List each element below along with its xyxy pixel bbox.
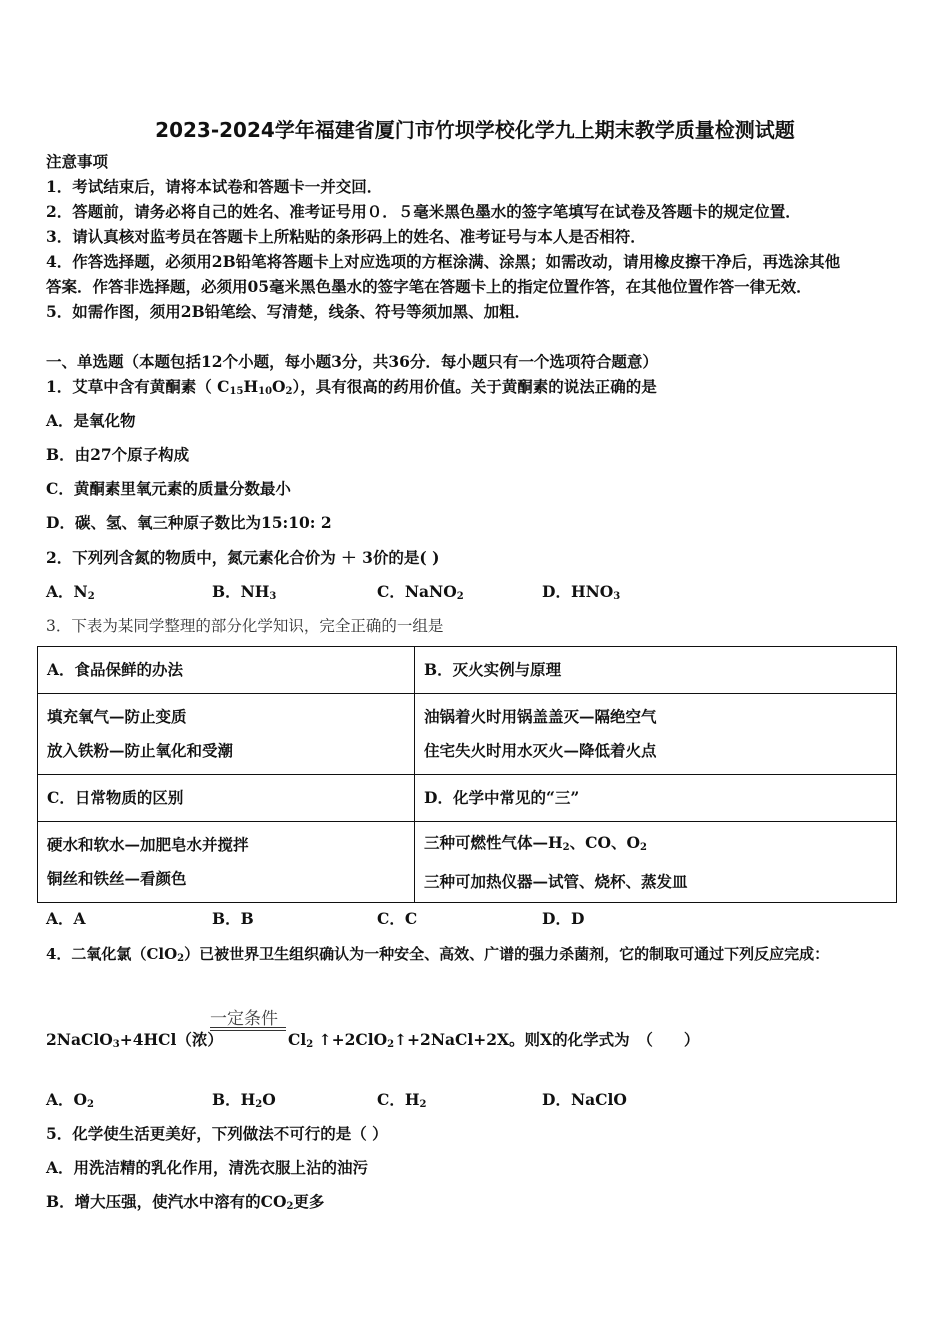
question-4-stem: 4．二氧化氯（ClO$_2$）已被世界卫生组织确认为一种安全、高效、广谱的强力杀菌剂，它的制取可通过下列反应完成：	[46, 945, 830, 964]
question-5-option-a[interactable]: A．用洗洁精的乳化作用，清洗衣服上沾的油污	[46, 1158, 369, 1177]
knowledge-table	[37, 646, 897, 903]
table-line: 三种可燃性气体$—H_2$、CO、$O_2$	[424, 832, 647, 853]
question-2-option-d[interactable]: D．$HNO_3$	[542, 582, 621, 602]
question-1-option-d[interactable]: D．碳、氢、氧三种原子数比为15:10: 2	[46, 513, 332, 532]
question-4-option-d[interactable]: D．NaClO	[542, 1090, 627, 1109]
notice-item: 3．请认真核对监考员在答题卡上所粘贴的条形码上的姓名、准考证号与本人是否相符．	[46, 227, 646, 246]
notice-item: 答案．作答非选择题，必须用05毫米黑色墨水的签字笔在答题卡上的指定位置作答，在其他位置作答一律无效．	[46, 277, 812, 296]
question-3-option-a[interactable]: A．A	[46, 909, 86, 928]
table-cell-d-head: D．化学中常见的“三”	[415, 775, 897, 822]
page-title: 2023-2024学年福建省厦门市竹坝学校化学九上期末教学质量检测试题	[155, 118, 795, 142]
question-4-option-c[interactable]: C．$H_2$	[377, 1090, 427, 1110]
question-1-option-b[interactable]: B．由27个原子构成	[46, 445, 190, 464]
section-heading: 一、单选题（本题包括12个小题，每小题3分，共36分．每小题只有一个选项符合题意）	[46, 352, 658, 371]
table-cell-b-body	[415, 694, 897, 775]
question-4-option-a[interactable]: A．$O_2$	[46, 1090, 94, 1110]
table-line: 硬水和软水—加肥皂水并搅拌	[47, 835, 249, 854]
question-5-stem: 5．化学使生活更美好，下列做法不可行的是（ ）	[46, 1124, 388, 1143]
table-cell-c-body	[38, 822, 415, 903]
notice-item: 2．答题前，请务必将自己的姓名、准考证号用０．５毫米黑色墨水的签字笔填写在试卷及答题卡的规定位置．	[46, 202, 801, 221]
question-3-stem: 3．下表为某同学整理的部分化学知识，完全正确的一组是	[46, 617, 444, 635]
question-2-option-c[interactable]: C．NaNO$_2$	[377, 582, 464, 602]
equation-line	[210, 1027, 286, 1028]
table-line: 住宅失火时用水灭火—降低着火点	[424, 741, 657, 760]
table-cell-c-head: C．日常物质的区别	[38, 775, 415, 822]
question-1-stem: 1．艾草中含有黄酮素（ $C_{15}H_{10}O_2$），具有很高的药用价值。关于黄酮素的说法正确的是	[46, 377, 657, 397]
table-cell-d-body	[415, 822, 897, 903]
question-3-option-c[interactable]: C．C	[377, 909, 418, 928]
notice-heading: 注意事项	[46, 152, 109, 171]
table-cell-a-head: A．食品保鲜的办法	[38, 647, 415, 694]
table-line: 油锅着火时用锅盖盖灭—隔绝空气	[424, 707, 657, 726]
question-4-equation-rhs: $Cl_2$ ↑+2ClO$_2$↑+2NaCl+2X。则X的化学式为 （ ）	[288, 1030, 700, 1050]
table-cell-a-body	[38, 694, 415, 775]
table-line: 铜丝和铁丝—看颜色	[47, 869, 187, 888]
table-line: 三种可加热仪器—试管、烧杯、蒸发皿	[424, 871, 688, 891]
question-1-option-a[interactable]: A．是氧化物	[46, 411, 136, 430]
question-3-option-b[interactable]: B．B	[212, 909, 254, 928]
notice-item: 4．作答选择题，必须用2B铅笔将答题卡上对应选项的方框涂满、涂黑；如需改动，请用橡皮擦干净后，再选涂其他	[46, 252, 841, 271]
table-line: 填充氧气—防止变质	[47, 707, 187, 726]
question-3-option-d[interactable]: D．D	[542, 909, 585, 928]
question-1-option-c[interactable]: C．黄酮素里氧元素的质量分数最小	[46, 479, 291, 498]
question-4-option-b[interactable]: B．$H_2O$	[212, 1090, 276, 1110]
table-line: 放入铁粉—防止氧化和受潮	[47, 741, 234, 760]
reaction-condition: 一定条件	[210, 1009, 278, 1029]
question-2-stem: 2．下列列含氮的物质中，氮元素化合价为 ＋ 3价的是( )	[46, 548, 440, 567]
table-cell-b-head: B．灭火实例与原理	[415, 647, 897, 694]
notice-item: 5．如需作图，须用2B铅笔绘、写清楚，线条、符号等须加黑、加粗．	[46, 302, 531, 321]
notice-item: 1．考试结束后，请将本试卷和答题卡一并交回．	[46, 177, 383, 196]
question-2-option-a[interactable]: A．$N_2$	[46, 582, 95, 602]
question-4-equation-lhs: 2NaClO$_3$+4HCl（浓）	[46, 1030, 223, 1050]
question-5-option-b[interactable]: B．增大压强，使汽水中溶有的$CO_2$更多	[46, 1192, 325, 1212]
question-2-option-b[interactable]: B．$NH_3$	[212, 582, 277, 602]
